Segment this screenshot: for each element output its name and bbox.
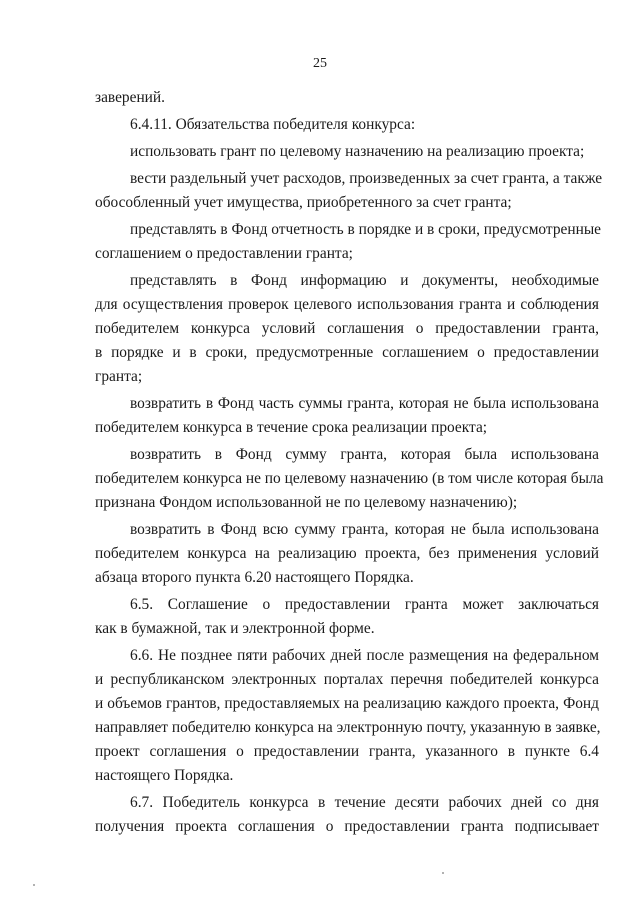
text-line: победителем конкурса в течение срока реализации проекта; [95, 419, 488, 436]
paragraph [95, 140, 599, 164]
text-line: представлять в Фонд информацию и документы, необходимые [130, 272, 599, 289]
text-line: 6.6. Не позднее пяти рабочих дней после размещения на федеральном [130, 647, 599, 664]
paragraph [95, 443, 604, 515]
paragraph [95, 392, 599, 440]
text-line: и объемов грантов, предоставляемых на реализацию каждого проекта, Фонд [95, 695, 599, 712]
text-line: победителем конкурса не по целевому назначению (в том числе которая была [95, 470, 604, 487]
text-line: соглашением о предоставлении гранта; [95, 245, 353, 262]
paragraph [95, 218, 602, 266]
text-line: гранта; [95, 368, 143, 385]
text-line: проект соглашения о предоставлении гранта, указанного в пункте 6.4 [95, 743, 599, 760]
text-line: победителем конкурса на реализацию проекта, без применения условий [95, 545, 599, 562]
paragraph [95, 269, 599, 389]
text-line: вести раздельный учет расходов, произведенных за счет гранта, а также [130, 170, 603, 187]
text-line: в порядке и в сроки, предусмотренные соглашением о предоставлении [95, 344, 599, 361]
paragraph [95, 167, 603, 215]
text-line: победителем конкурса условий соглашения о предоставлении гранта, [95, 320, 599, 337]
paragraph [95, 518, 599, 590]
text-line: 6.4.11. Обязательства победителя конкурса: [130, 116, 416, 133]
text-line: получения проекта соглашения о предоставлении гранта подписывает [95, 818, 599, 835]
text-line: направляет победителю конкурса на электронную почту, указанную в заявке, [95, 719, 601, 736]
text-line: настоящего Порядка. [95, 767, 234, 784]
text-line: и республиканском электронных порталах перечня победителей конкурса [95, 671, 599, 688]
text-line: возвратить в Фонд часть суммы гранта, которая не была использована [130, 395, 599, 412]
text-line: 6.7. Победитель конкурса в течение десяти рабочих дней со дня [130, 794, 599, 811]
text-line: признана Фондом использованной не по целевому назначению); [95, 494, 518, 511]
text-line: абзаца второго пункта 6.20 настоящего Порядка. [95, 569, 414, 586]
text-line: использовать грант по целевому назначению на реализацию проекта; [130, 143, 585, 160]
paragraph [95, 86, 599, 110]
document-body [95, 86, 604, 839]
paragraph [95, 593, 599, 641]
scan-speck [442, 872, 444, 874]
paragraph [95, 113, 599, 137]
text-line: представлять в Фонд отчетность в порядке и в сроки, предусмотренные [130, 221, 602, 238]
text-line: обособленный учет имущества, приобретенного за счет гранта; [95, 194, 512, 211]
text-line: 6.5. Соглашение о предоставлении гранта может заключаться [130, 596, 599, 613]
paragraph [95, 644, 599, 788]
text-line: для осуществления проверок целевого использования гранта и соблюдения [95, 296, 599, 313]
text-line: возвратить в Фонд сумму гранта, которая была использована [130, 446, 599, 463]
page-number: 25 [313, 56, 327, 71]
text-line: возвратить в Фонд всю сумму гранта, которая не была использована [130, 521, 599, 538]
scan-speck [33, 884, 35, 886]
text-line: заверений. [95, 89, 166, 106]
text-line: как в бумажной, так и электронной форме. [95, 620, 375, 637]
paragraph [95, 791, 599, 839]
